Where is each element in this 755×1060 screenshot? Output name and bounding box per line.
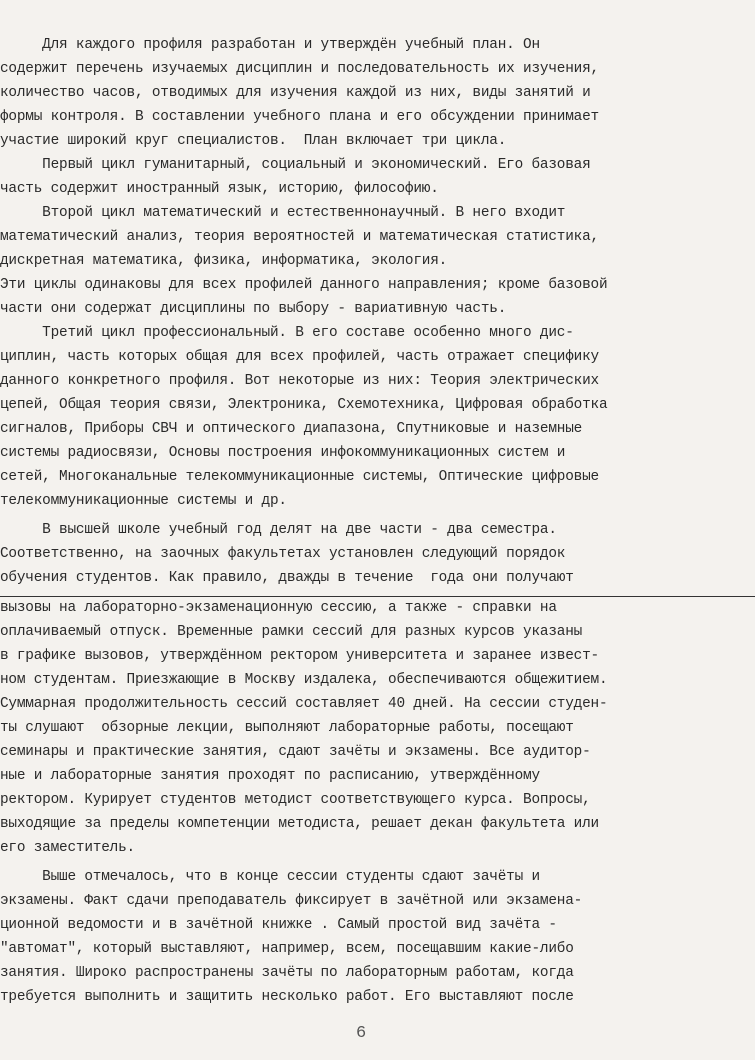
text-line: "автомат", который выставляют, например, всем, посещавшим какие-либо [0,941,574,957]
text-line: занятия. Широко распространены зачёты по лабораторным работам, когда [0,965,574,981]
text-line: Соответственно, на заочных факультетах установлен следующий порядок [0,546,566,562]
text-line: Суммарная продолжительность сессий составляет 40 дней. На сессии студен- [0,696,608,712]
text-line: ном студентам. Приезжающие в Москву издалека, обеспечиваются общежитием. [0,672,608,688]
text-line: в графике вызовов, утверждённом ректором университета и заранее извест- [0,648,599,664]
text-line: математический анализ, теория вероятностей и математическая статистика, [0,229,599,245]
text-line: сетей, Многоканальные телекоммуникационные системы, Оптические цифровые [0,469,599,485]
text-line: телекоммуникационные системы и др. [0,493,287,509]
text-line: Второй цикл математический и естественнонаучный. В него входит [0,205,566,221]
text-line: циплин, часть которых общая для всех профилей, часть отражает специфику [0,349,599,365]
text-line: вызовы на лабораторно-экзаменационную сессию, а также - справки на [0,600,557,616]
text-line: количество часов, отводимых для изучения каждой из них, виды занятий и [0,85,591,101]
text-line: В высшей школе учебный год делят на две части - два семестра. [0,522,557,538]
text-line: обучения студентов. Как правило, дважды в течение года они получают [0,570,574,586]
text-line: содержит перечень изучаемых дисциплин и последовательность их изучения, [0,61,599,77]
text-line: ты слушают обзорные лекции, выполняют лабораторные работы, посещают [0,720,574,736]
text-line: данного конкретного профиля. Вот некоторые из них: Теория электрических [0,373,599,389]
text-line: оплачиваемый отпуск. Временные рамки сессий для разных курсов указаны [0,624,583,640]
text-line: дискретная математика, физика, информатика, экология. [0,253,448,269]
text-line: сигналов, Приборы СВЧ и оптического диапазона, Спутниковые и наземные [0,421,583,437]
text-line: участие широкий круг специалистов. План включает три цикла. [0,133,507,149]
text-line: выходящие за пределы компетенции методиста, решает декан факультета или [0,816,599,832]
text-line: часть содержит иностранный язык, историю, философию. [0,181,439,197]
text-line: Выше отмечалось, что в конце сессии студенты сдают зачёты и [0,869,540,885]
text-line: формы контроля. В составлении учебного плана и его обсуждении принимает [0,109,599,125]
text-line: ционной ведомости и в зачётной книжке . Самый простой вид зачёта - [0,917,557,933]
text-line: его заместитель. [0,840,135,856]
text-line: системы радиосвязи, Основы построения инфокоммуникационных систем и [0,445,566,461]
text-line: Эти циклы одинаковы для всех профилей данного направления; кроме базовой [0,277,608,293]
text-line: Для каждого профиля разработан и утверждён учебный план. Он [0,37,540,53]
text-line: ные и лабораторные занятия проходят по расписанию, утверждённому [0,768,540,784]
page-number: 6 [356,1024,367,1043]
text-line: Первый цикл гуманитарный, социальный и экономический. Его базовая [0,157,591,173]
text-line: ректором. Курирует студентов методист соответствующего курса. Вопросы, [0,792,591,808]
text-line: экзамены. Факт сдачи преподаватель фиксирует в зачётной или экзамена- [0,893,583,909]
text-line: цепей, Общая теория связи, Электроника, Схемотехника, Цифровая обработка [0,397,608,413]
text-line: Третий цикл профессиональный. В его составе особенно много дис- [0,325,574,341]
text-line: семинары и практические занятия, сдают зачёты и экзамены. Все аудитор- [0,744,591,760]
text-line: части они содержат дисциплины по выбору - вариативную часть. [0,301,507,317]
text-line: требуется выполнить и защитить несколько работ. Его выставляют после [0,989,574,1005]
